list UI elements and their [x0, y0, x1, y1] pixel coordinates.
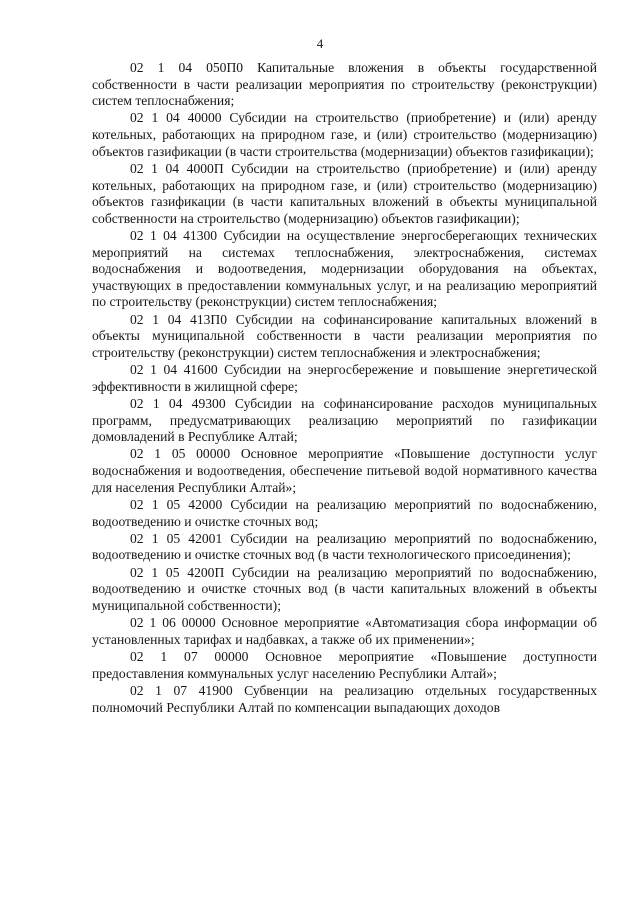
page-number: 4 [316, 36, 324, 51]
paragraph: 02 1 05 42001 Субсидии на реализацию мероприятий по водоснабжению, водоотведению и очистке сточных вод (в части технологического присоединения); [92, 530, 597, 563]
document-body [92, 60, 597, 717]
paragraph: 02 1 06 00000 Основное мероприятие «Автоматизация сбора информации об установленных тарифах и надбавках, а также об их применении»; [92, 615, 597, 647]
paragraph: 02 1 04 4000П Субсидии на строительство (приобретение) и (или) аренду котельных, работающих на природном газе, и (или) строительство (модернизацию) объектов газификации (в части капитальных вложений в объекты муниципальной собственности на строительство (модернизацию) объектов газификации); [92, 160, 597, 226]
paragraph: 02 1 04 49300 Субсидии на софинансирование расходов муниципальных программ, предусматривающих реализацию мероприятий по газификации домовладений в Республике Алтай; [92, 396, 597, 445]
paragraph: 02 1 07 41900 Субвенции на реализацию отдельных государственных полномочий Республики Алтай по компенсации выпадающих доходов [92, 682, 597, 715]
paragraph: 02 1 04 413П0 Субсидии на софинансирование капитальных вложений в объекты муниципальной собственности в части реализации мероприятия по строительству (реконструкции) систем теплоснабжения и электроснабжения; [92, 311, 597, 360]
paragraph: 02 1 04 41600 Субсидии на энергосбережение и повышение энергетической эффективности в жилищной сфере; [92, 362, 597, 394]
paragraph: 02 1 04 41300 Субсидии на осуществление энергосберегающих технических мероприятий на системах теплоснабжения, электроснабжения, системах водоснабжения и водоотведения, модернизации оборудования на объектах, участвующих в предоставлении коммунальных услуг, и на реализацию мероприятий по строительству (реконструкции) систем теплоснабжения; [92, 228, 597, 310]
paragraph: 02 1 04 40000 Субсидии на строительство (приобретение) и (или) аренду котельных, работающих на природном газе, и (или) строительство (модернизацию) объектов газификации (в части строительства (модернизации) объектов газификации); [92, 110, 597, 159]
paragraph: 02 1 07 00000 Основное мероприятие «Повышение доступности предоставления коммунальных услуг населению Республики Алтай»; [92, 649, 597, 681]
paragraph: 02 1 04 050П0 Капитальные вложения в объекты государственной собственности в части реализации мероприятия по строительству (реконструкции) систем теплоснабжения; [92, 60, 597, 109]
paragraph: 02 1 05 00000 Основное мероприятие «Повышение доступности услуг водоснабжения и водоотведения, обеспечение питьевой водой нормативного качества для населения Республики Алтай»; [92, 446, 597, 495]
paragraph: 02 1 05 4200П Субсидии на реализацию мероприятий по водоснабжению, водоотведению и очистке сточных вод (в части капитальных вложений в объекты муниципальной собственности); [92, 564, 597, 613]
paragraph: 02 1 05 42000 Субсидии на реализацию мероприятий по водоснабжению, водоотведению и очистке сточных вод; [92, 496, 597, 529]
